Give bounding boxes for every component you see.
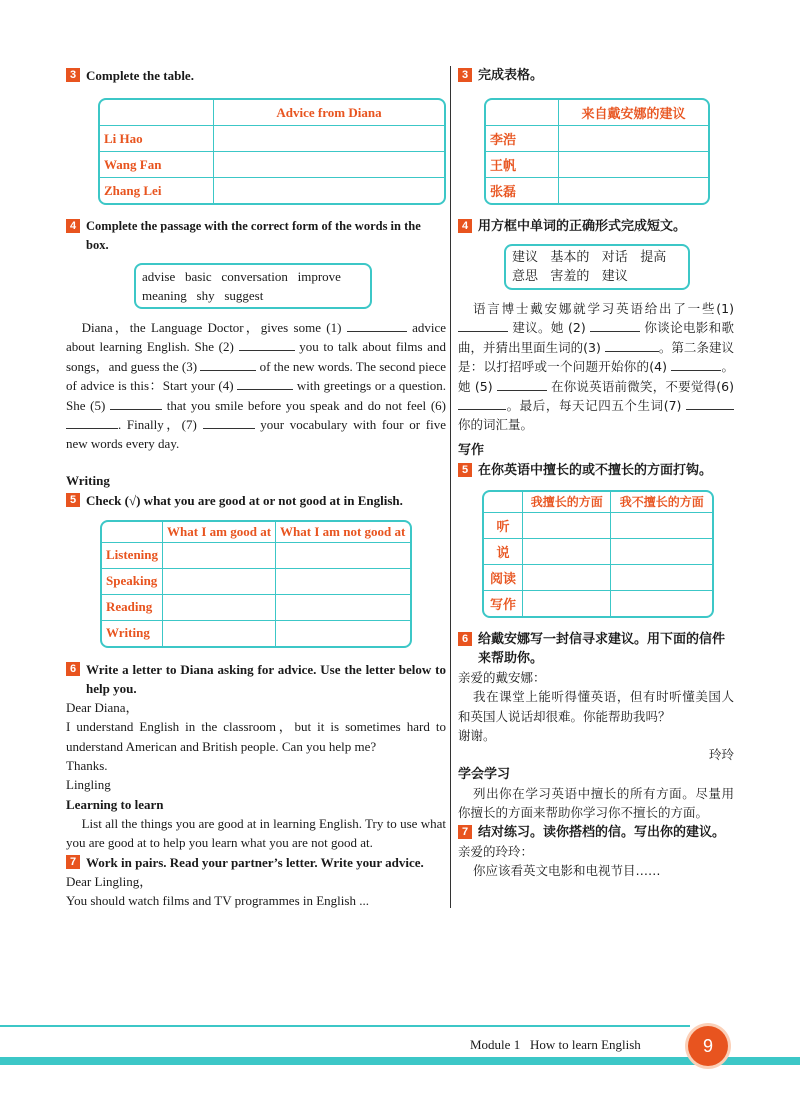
passage-text-zh: 。她 (5)	[458, 359, 734, 394]
exercise-number: 7	[66, 855, 80, 869]
blank-3[interactable]	[605, 339, 659, 352]
exercise-7-heading-zh	[458, 823, 734, 842]
passage-text: Diana，the Language Doctor，gives some (1)	[81, 320, 342, 335]
passage-text-zh: 在你说英语前微笑，不要觉得(6)	[550, 378, 734, 394]
advice-table-zh	[484, 98, 710, 205]
passage-text-zh: 建议。她 (2)	[512, 320, 586, 336]
blank-7[interactable]	[203, 416, 255, 429]
skills-table-row-label: Reading	[102, 594, 163, 620]
skills-table	[100, 520, 412, 648]
exercise-5-heading-zh	[458, 461, 734, 480]
column-divider	[450, 66, 451, 908]
blank-2[interactable]	[590, 319, 640, 332]
skills-table-zh	[482, 490, 714, 618]
exercise-6-heading-zh	[458, 630, 734, 668]
blank-7[interactable]	[686, 397, 734, 410]
exercise-number: 3	[458, 68, 472, 82]
skills-check-cell[interactable]	[276, 620, 410, 646]
passage-text: that you smile before you speak and do not feel (6)	[166, 397, 446, 413]
skills-check-cell[interactable]	[611, 538, 712, 564]
blank-2[interactable]	[239, 338, 295, 351]
page-number: 9	[688, 1026, 728, 1066]
passage-text: advice about learning English. She (2)	[66, 320, 447, 355]
exercise-7-instruction: Work in pairs. Read your partner’s letter. Write your advice.	[86, 854, 424, 870]
reply-salutation-zh: 亲爱的玲玲：	[458, 843, 534, 859]
exercise-4-heading-zh	[458, 217, 734, 236]
passage-text-zh: 。最后，每天记四五个生词(7)	[506, 398, 682, 414]
passage-text: you to talk about films and songs，and guess the (3)	[66, 339, 447, 374]
passage-text-zh: 你谈论电影和歌曲，并猜出里面生词的(3)	[458, 320, 734, 355]
letter-body: I understand English in the classroom，but it is sometimes hard to understand American and British people. Can you help me?	[66, 719, 446, 754]
skills-check-cell[interactable]	[611, 590, 712, 616]
blank-1[interactable]	[347, 319, 407, 332]
english-column	[66, 66, 446, 911]
footer-module-title	[470, 1037, 641, 1053]
passage-text-zh: 你的词汇量。	[458, 417, 534, 433]
exercise-3-instruction: Complete the table.	[86, 68, 194, 83]
exercise-5-instruction: Check (√) what you are good at or not good at in English.	[86, 492, 403, 508]
advice-table-cell[interactable]	[559, 152, 709, 178]
advice-table-cell[interactable]	[214, 178, 445, 204]
exercise-number: 6	[66, 662, 80, 676]
advice-table-cell[interactable]	[214, 126, 445, 152]
skills-check-cell[interactable]	[276, 594, 410, 620]
skills-table-header: What I am good at	[163, 522, 276, 543]
exercise-4-instruction-zh: 用方框中单词的正确形式完成短文。	[478, 219, 687, 234]
blank-1[interactable]	[458, 319, 508, 332]
exercise-number: 6	[458, 632, 472, 646]
skills-table-row-label-zh: 听	[484, 512, 523, 538]
blank-5[interactable]	[497, 378, 547, 391]
letter-body-zh: 我在课堂上能听得懂英语，但有时听懂美国人和英国人说话却很难。你能帮助我吗？	[458, 689, 734, 724]
passage-text-zh: 。第二条建议是：以打招呼或一个问题开始你的(4)	[458, 339, 734, 375]
writing-section-title-zh: 写作	[458, 442, 485, 458]
blank-6[interactable]	[458, 397, 506, 410]
letter-salutation-zh: 亲爱的戴安娜：	[458, 669, 546, 685]
exercise-number: 4	[66, 219, 80, 233]
footer-module: Module 1	[470, 1037, 521, 1052]
exercise-4-instruction: Complete the passage with the correct form of the words in the box.	[86, 219, 421, 252]
blank-6[interactable]	[66, 416, 118, 429]
advice-table-row-label-zh: 李浩	[486, 126, 559, 152]
skills-table-row-label-zh: 写作	[484, 590, 523, 616]
skills-table-row-label-zh: 说	[484, 538, 523, 564]
exercise-3-instruction-zh: 完成表格。	[478, 68, 544, 83]
skills-check-cell[interactable]	[276, 542, 410, 568]
footer-title: How to learn English	[529, 1037, 641, 1052]
word-box-line: meaning shy suggest	[142, 288, 264, 303]
advice-table-header: Advice from Diana	[214, 100, 445, 126]
learning-to-learn-text-zh: 列出你在学习英语中擅长的所有方面。尽量用你擅长的方面来帮助你学习你不擅长的方面。	[458, 785, 734, 821]
exercise-6-instruction-zh: 给戴安娜写一封信寻求建议。用下面的信件来帮助你。	[478, 631, 726, 666]
skills-table-row-label: Writing	[102, 620, 163, 646]
advice-table-row-label-zh: 王帆	[486, 152, 559, 178]
skills-check-cell[interactable]	[523, 512, 611, 538]
exercise-4-heading	[66, 217, 446, 255]
skills-table-row-label: Listening	[102, 542, 163, 568]
skills-check-cell[interactable]	[523, 538, 611, 564]
exercise-7-heading	[66, 853, 446, 872]
skills-table-header: What I am not good at	[276, 522, 410, 543]
advice-table-cell[interactable]	[559, 126, 709, 152]
skills-check-cell[interactable]	[523, 564, 611, 590]
passage-text: of the new words. The second piece of advice is this：Start your (4)	[66, 358, 447, 394]
letter-salutation: Dear Diana，	[66, 699, 139, 715]
learning-to-learn-title: Learning to learn	[66, 796, 164, 812]
letter-signature: Lingling	[66, 777, 111, 793]
blank-5[interactable]	[110, 397, 162, 410]
word-box	[134, 263, 372, 309]
advice-table-row-label: Li Hao	[100, 126, 214, 152]
exercise-number: 7	[458, 825, 472, 839]
passage-text: your vocabulary with four or five new words every day.	[66, 417, 447, 452]
skills-check-cell[interactable]	[611, 512, 712, 538]
exercise-number: 3	[66, 68, 80, 82]
exercise-number: 5	[458, 463, 472, 477]
exercise-6-heading	[66, 660, 446, 698]
skills-table-header-zh: 我擅长的方面	[523, 492, 611, 513]
word-box-line-zh: 建议 基本的 对话 提高	[512, 250, 667, 265]
word-box-line: advise basic conversation improve	[142, 269, 341, 284]
letter-thanks-zh: 谢谢。	[458, 728, 496, 744]
blank-3[interactable]	[200, 358, 256, 371]
advice-table-row-label: Wang Fan	[100, 152, 214, 178]
advice-table-cell[interactable]	[559, 178, 709, 204]
writing-section-title: Writing	[66, 472, 110, 488]
word-box-zh	[504, 244, 690, 290]
skills-check-cell[interactable]	[163, 594, 276, 620]
reply-body-zh: 你应该看英文电影和电视节目……	[473, 863, 661, 879]
advice-table-row-label: Zhang Lei	[100, 178, 214, 204]
skills-check-cell[interactable]	[611, 564, 712, 590]
passage-text-zh: 语言博士戴安娜就学习英语给出了一些(1)	[473, 301, 734, 316]
chinese-column	[458, 66, 734, 881]
skills-check-cell[interactable]	[276, 568, 410, 594]
blank-4[interactable]	[671, 358, 721, 371]
letter-signature-zh: 玲玲	[708, 747, 734, 763]
reply-salutation: Dear Lingling，	[66, 873, 153, 889]
word-box-line-zh: 意思 害羞的 建议	[512, 269, 628, 284]
passage-text: with greetings or a question. She (5)	[66, 378, 447, 413]
exercise-3-heading-zh	[458, 66, 734, 85]
exercise-5-instruction-zh: 在你英语中擅长的或不擅长的方面打钩。	[478, 462, 713, 478]
advice-table-cell[interactable]	[214, 152, 445, 178]
learning-to-learn-text: List all the things you are good at in learning English. Try to use what you are good at to help you learn what you are not good at.	[66, 815, 446, 851]
reply-body: You should watch films and TV programmes in English ...	[66, 893, 369, 909]
skills-table-row-label: Speaking	[102, 568, 163, 594]
passage-text: . Finally，(7)	[118, 417, 197, 433]
exercise-6-instruction: Write a letter to Diana asking for advice. Use the letter below to help you.	[86, 661, 446, 696]
skills-check-cell[interactable]	[163, 568, 276, 594]
exercise-number: 5	[66, 493, 80, 507]
footer-rule	[0, 1025, 690, 1027]
exercise-7-instruction-zh: 结对练习。读你搭档的信。写出你的建议。	[478, 824, 726, 840]
letter-thanks: Thanks.	[66, 758, 108, 774]
passage	[66, 318, 446, 454]
passage-zh	[458, 299, 734, 435]
skills-check-cell[interactable]	[163, 620, 276, 646]
learning-to-learn-title-zh: 学会学习	[458, 766, 511, 782]
exercise-5-heading	[66, 491, 446, 510]
advice-table	[98, 98, 446, 205]
exercise-3-heading	[66, 66, 446, 85]
exercise-number: 4	[458, 219, 472, 233]
blank-4[interactable]	[237, 377, 293, 390]
advice-table-row-label-zh: 张磊	[486, 178, 559, 204]
skills-check-cell[interactable]	[523, 590, 611, 616]
skills-table-header-zh: 我不擅长的方面	[611, 492, 712, 513]
advice-table-header-zh: 来自戴安娜的建议	[559, 100, 709, 126]
skills-check-cell[interactable]	[163, 542, 276, 568]
skills-table-row-label-zh: 阅读	[484, 564, 523, 590]
footer-band	[0, 1057, 800, 1065]
